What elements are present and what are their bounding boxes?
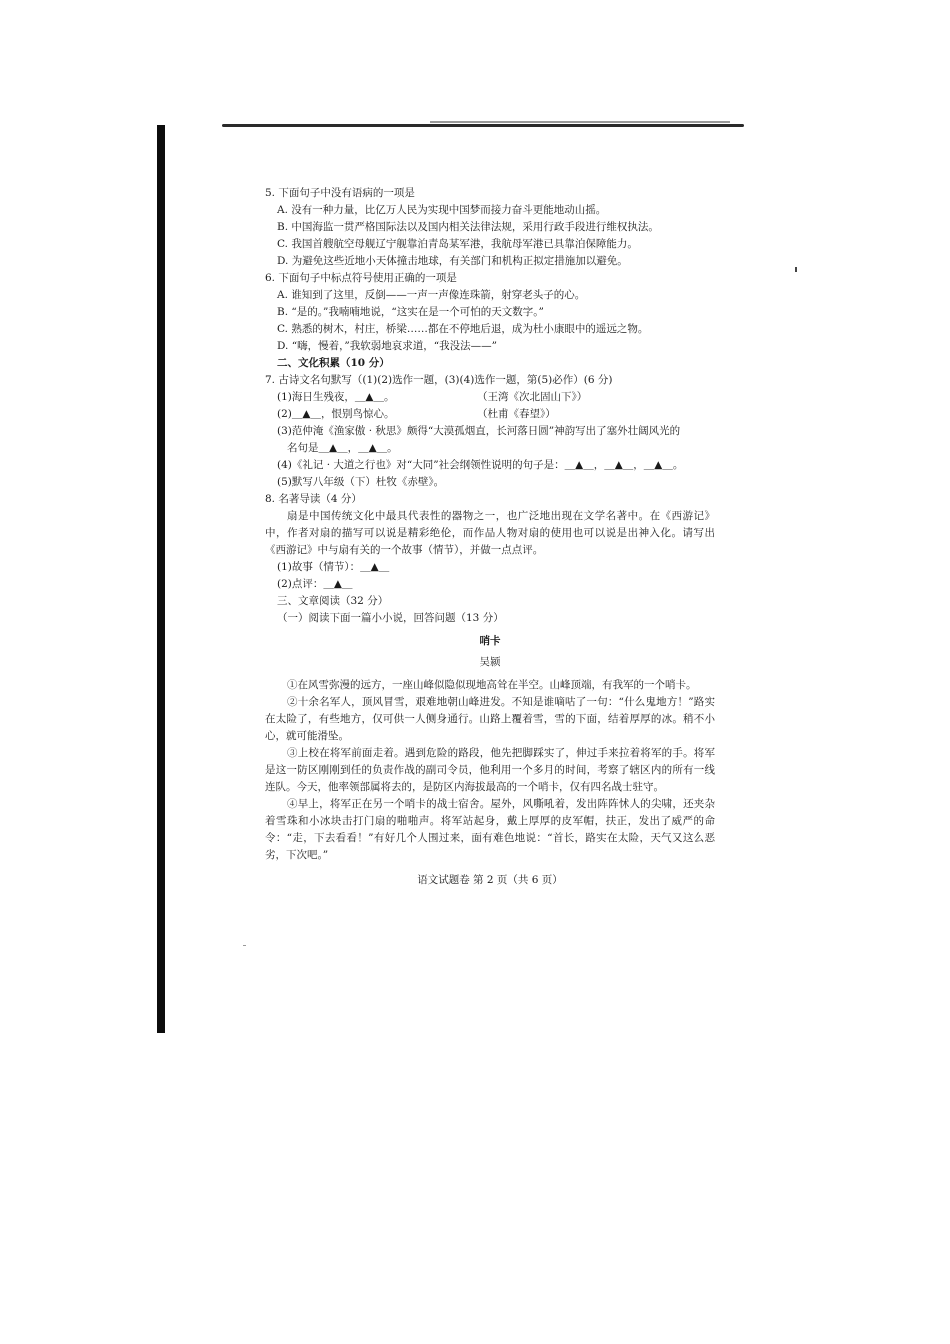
q5-option-c: C. 我国首艘航空母舰辽宁舰靠泊青岛某军港，我航母军港已具靠泊保障能力。 bbox=[277, 238, 638, 250]
q5-option-a: A. 没有一种力量，比亿万人民为实现中国梦而接力奋斗更能地动山摇。 bbox=[277, 204, 607, 216]
q8-answer-story: (1)故事（情节）：＿▲＿ bbox=[277, 561, 390, 573]
scan-speck bbox=[795, 267, 797, 272]
section-heading-reading: 三、文章阅读（32 分） bbox=[277, 595, 389, 607]
q7-item-3: (3)范仲淹《渔家傲 · 秋思》颇得“大漠孤烟直，长河落日圆”神韵写出了塞外壮阔风光的 bbox=[277, 425, 681, 437]
q6-option-c: C. 熟悉的树木，村庄，桥梁……都在不停地后退，成为杜小康眼中的遥远之物。 bbox=[277, 323, 649, 335]
q8-passage: 扇是中国传统文化中最具代表性的器物之一，也广泛地出现在文学名著中。在《西游记》中，作者对扇的描写可以说是精彩绝伦，而作品人物对扇的使用也可以说是出神入化。请写出《西游记》中与扇有关的一个故事（情节），并做一点点评。 bbox=[265, 510, 715, 556]
q7-item-2-source: （杜甫《春望》） bbox=[477, 408, 556, 420]
q5-stem: 5. 下面句子中没有语病的一项是 bbox=[265, 187, 415, 199]
q5-option-b: B. 中国海监一贯严格国际法以及国内相关法律法规，采用行政手段进行维权执法。 bbox=[277, 221, 659, 233]
reading-part-1-instruction: （一）阅读下面一篇小小说，回答问题（13 分） bbox=[277, 612, 504, 624]
q8-stem: 8. 名著导读（4 分） bbox=[265, 493, 362, 505]
q7-item-3-answer: 名句是＿▲＿，＿▲＿。 bbox=[287, 442, 398, 454]
section-heading-culture: 二、文化积累（10 分） bbox=[277, 357, 390, 369]
q6-option-d: D. “嗨，慢着，”我软弱地哀求道，“我没法——” bbox=[277, 340, 497, 352]
story-paragraph: ③上校在将军前面走着。遇到危险的路段，他先把脚踩实了，伸过手来拉着将军的手。将军是这一防区刚刚到任的负责作战的副司令员，他利用一个多月的时间，考察了辖区内的所有一线连队。今天，他率领部属将去的，是防区内海拔最高的一个哨卡，仅有四名战士驻守。 bbox=[265, 747, 715, 793]
q5-option-d: D. 为避免这些近地小天体撞击地球，有关部门和机构正拟定措施加以避免。 bbox=[277, 255, 628, 267]
q7-item-2-text: (2)＿▲＿，恨别鸟惊心。 bbox=[277, 408, 395, 420]
story-paragraph: ④早上，将军正在另一个哨卡的战士宿舍。屋外，风嘶吼着，发出阵阵怵人的尖啸，还夹杂着雪珠和小冰块击打门扇的啪啪声。将军站起身，戴上厚厚的皮军帽，扶正，发出了威严的命令：“走，下去看看！”有好几个人围过来，面有难色地说：“首长，路实在太险，天气又这么恶劣，下次吧。” bbox=[265, 798, 715, 861]
q6-option-b: B. “是的。”我喃喃地说，“这实在是一个可怕的天文数字。” bbox=[277, 306, 544, 318]
q7-stem: 7. 古诗文名句默写（(1)(2)选作一题，(3)(4)选作一题，第(5)必作）(6 分) bbox=[265, 374, 613, 386]
page-top-rule-shadow bbox=[430, 121, 730, 123]
scan-edge-bar bbox=[157, 125, 165, 1033]
q6-stem: 6. 下面句子中标点符号使用正确的一项是 bbox=[265, 272, 457, 284]
q7-item-2 bbox=[265, 406, 715, 423]
page-top-rule bbox=[222, 124, 744, 127]
story-paragraph: ②十余名军人，顶风冒雪，艰难地朝山峰进发。不知是谁嘀咕了一句：“什么鬼地方！”路实在太险了，有些地方，仅可供一人侧身通行。山路上覆着雪，雪的下面，结着厚厚的冰。稍不小心，就可能滑坠。 bbox=[265, 696, 715, 742]
exam-page-content bbox=[265, 185, 715, 889]
q7-item-5: (5)默写八年级（下）杜牧《赤壁》。 bbox=[277, 476, 445, 488]
q8-answer-comment: (2)点评：＿▲＿ bbox=[277, 578, 353, 590]
page-footer: 语文试题卷 第 2 页（共 6 页） bbox=[417, 874, 563, 886]
q7-item-1-text: (1)海日生残夜，＿▲＿。 bbox=[277, 391, 395, 403]
q7-item-4: (4)《礼记 · 大道之行也》对“大同”社会纲领性说明的句子是：＿▲＿，＿▲＿，＿▲＿。 bbox=[277, 459, 684, 471]
q6-option-a: A. 谁知到了这里，反倒——一声一声像连珠箭，射穿老头子的心。 bbox=[277, 289, 586, 301]
q7-item-1-source: （王湾《次北固山下》） bbox=[477, 391, 588, 403]
q7-item-1 bbox=[265, 389, 715, 406]
scan-speck bbox=[243, 945, 246, 946]
story-title: 哨卡 bbox=[479, 635, 501, 647]
story-author: 吴颍 bbox=[479, 656, 501, 668]
story-paragraph: ①在风雪弥漫的远方，一座山峰似隐似现地高耸在半空。山峰顶端，有我军的一个哨卡。 bbox=[287, 679, 697, 691]
